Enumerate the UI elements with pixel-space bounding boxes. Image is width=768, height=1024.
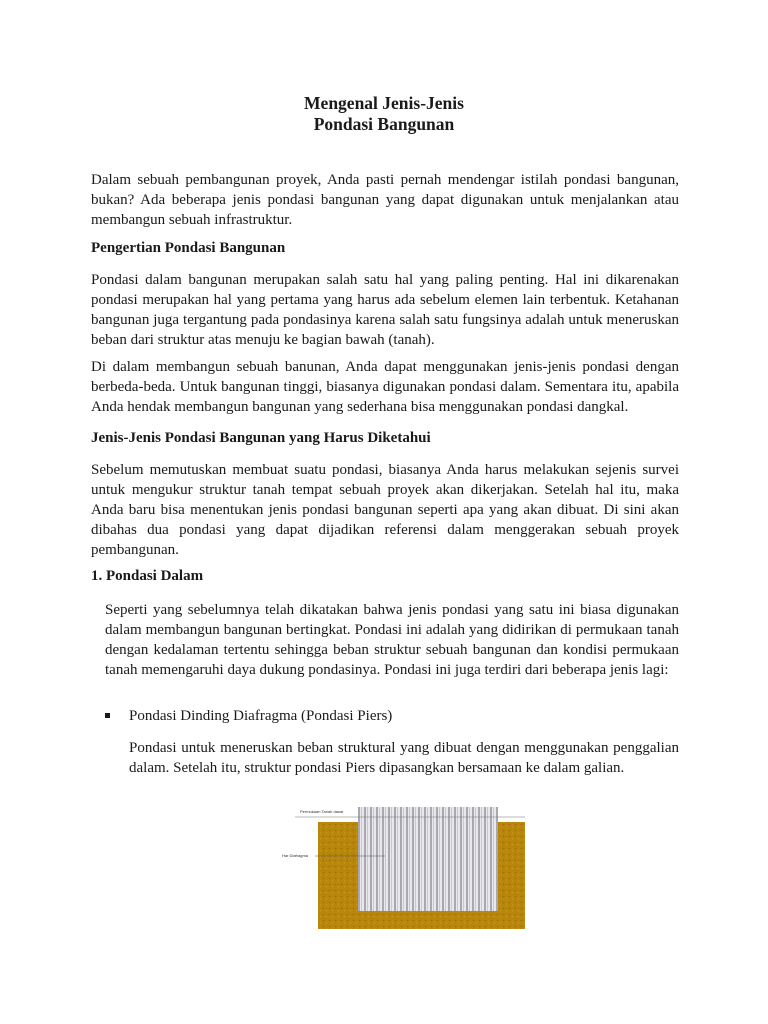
section1-paragraph-1: Pondasi dalam bangunan merupakan salah satu hal yang paling penting. Hal ini dikarenakan pondasi merupakan hal yang pertama yang harus ada sebelum elemen lain terbentuk. Ketahanan bangunan juga tergantung pada pondasinya karena salah satu fungsinya adalah untuk meneruskan beban dari struktur atas menuju ke bagian bawah (tanah). [91, 272, 679, 348]
square-bullet-icon [105, 713, 110, 718]
section-heading-jenis: Jenis-Jenis Pondasi Bangunan yang Harus Diketahui [91, 430, 431, 446]
bullet-description: Pondasi untuk meneruskan beban struktural yang dibuat dengan menggunakan penggalian dalam. Setelah itu, struktur pondasi Piers dipasangkan bersamaan ke dalam galian. [129, 740, 679, 776]
section2-paragraph-1: Sebelum memutuskan membuat suatu pondasi, biasanya Anda harus melakukan sejenis survei untuk mengukur struktur tanah tempat sebuah proyek akan dikerjakan. Setelah hal itu, maka Anda baru bisa menentukan jenis pondasi bangunan seperti apa yang akan dibuat. Di sini akan dibahas dua pondasi yang dapat dijadikan referensi dalam menggerakan sebuah proyek pembangunan. [91, 462, 679, 558]
soil-bottom [318, 911, 525, 929]
figure-label-diaphragm: Har Diafragma [282, 853, 309, 858]
diaphragm-wall [358, 807, 498, 911]
intro-paragraph: Dalam sebuah pembangunan proyek, Anda pasti pernah mendengar istilah pondasi bangunan, bukan? Ada beberapa jenis pondasi bangunan yang dapat digunakan untuk menjalankan atau membangun sebuah infrastruktur. [91, 172, 679, 228]
title-line-1: Mengenal Jenis-Jenis [304, 93, 464, 113]
diaphragm-wall-figure [280, 805, 530, 929]
bullet-label: Pondasi Dinding Diafragma (Pondasi Piers) [129, 708, 393, 724]
title-line-2: Pondasi Bangunan [313, 114, 455, 134]
document-title [0, 93, 768, 135]
subsection-heading-pondasi-dalam: 1. Pondasi Dalam [91, 568, 204, 584]
figure-label-ground: Permukaan Tanah dasar [300, 809, 344, 814]
section-heading-pengertian: Pengertian Pondasi Bangunan [91, 240, 286, 256]
subsection1-paragraph: Seperti yang sebelumnya telah dikatakan bahwa jenis pondasi yang satu ini biasa digunakan dalam membangun bangunan bertingkat. Pondasi ini adalah yang didirikan di permukaan tanah dengan kedalaman tertentu sehingga beban struktur sebuah bangunan dan kondisi permukaan tanah memengaruhi daya dukung pondasinya. Pondasi ini juga terdiri dari beberapa jenis lagi: [105, 602, 679, 678]
diaphragm-wall-diagram [280, 805, 530, 929]
section1-paragraph-2: Di dalam membangun sebuah banunan, Anda dapat menggunakan jenis-jenis pondasi dengan berbeda-beda. Untuk bangunan tinggi, biasanya digunakan pondasi dalam. Sementara itu, apabila Anda hendak membangun bangunan yang sederhana bisa menggunakan pondasi dangkal. [91, 359, 679, 415]
